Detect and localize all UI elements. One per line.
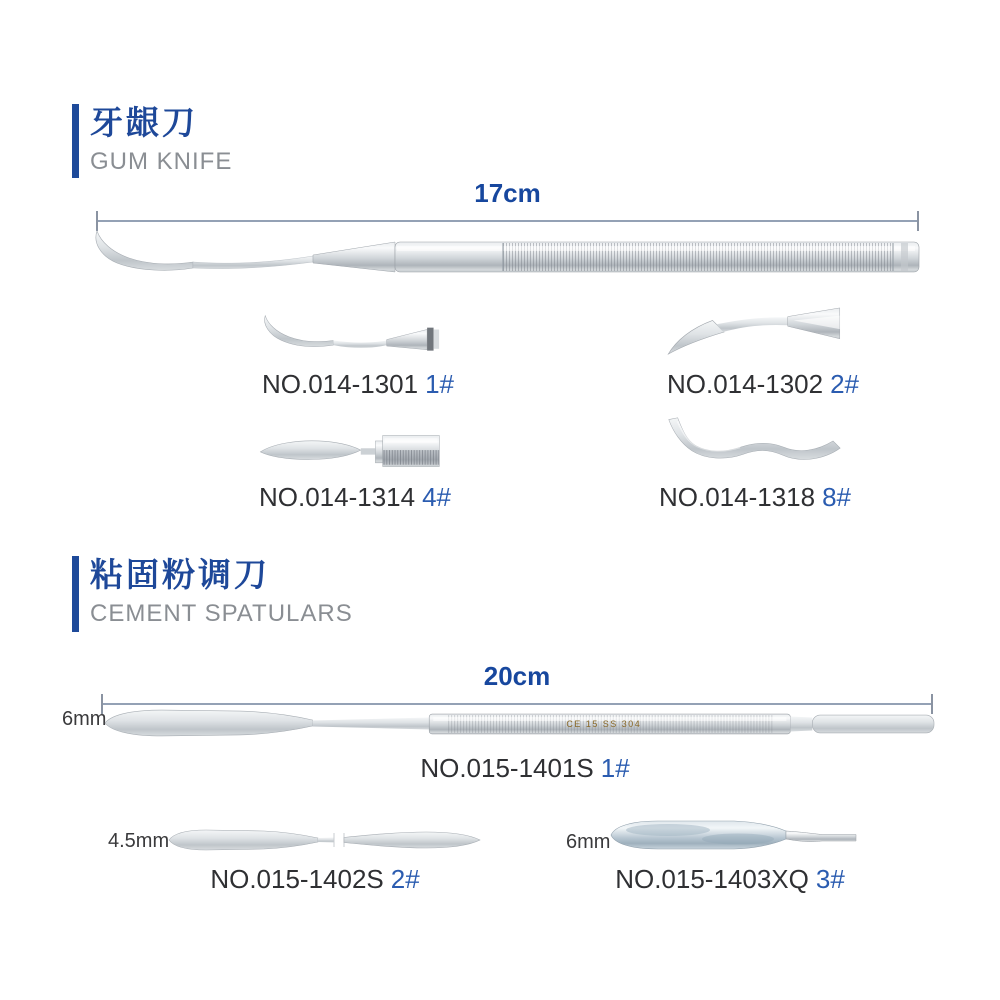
variant-image-1403xq xyxy=(606,817,858,853)
main-spatula-label xyxy=(325,755,725,781)
variant-code: NO.015-1402S xyxy=(210,864,384,894)
section-header-cement-spatulas xyxy=(72,556,353,632)
variant-size: 1# xyxy=(600,753,630,783)
gum-knife-main-image xyxy=(85,229,930,285)
accent-bar xyxy=(72,104,79,178)
section-title-cn: 粘固粉调刀 xyxy=(90,556,270,593)
dimension-label: 20cm xyxy=(483,661,551,691)
tip-width-label: 6mm xyxy=(62,708,107,730)
tip-width-label: 4.5mm xyxy=(108,830,170,852)
section-title-cn: 牙龈刀 xyxy=(90,104,198,141)
variant-size: 4# xyxy=(422,482,452,512)
dimension-rule xyxy=(96,211,919,231)
accent-bar xyxy=(72,556,79,632)
variant-image-1302 xyxy=(662,306,846,359)
variant-size: 1# xyxy=(425,369,455,399)
variant-label xyxy=(643,371,883,397)
variant-code: NO.015-1401S xyxy=(420,753,594,783)
section-header-gum-knife xyxy=(72,104,232,178)
variant-code: NO.015-1403XQ xyxy=(615,864,809,894)
variant-size: 2# xyxy=(390,864,420,894)
section-title-en: GUM KNIFE xyxy=(90,147,233,175)
variant-code: NO.014-1301 xyxy=(261,369,419,399)
variant-image-1301 xyxy=(256,312,440,358)
dimension-label: 17cm xyxy=(474,178,541,208)
variant-label xyxy=(238,371,478,397)
variant-image-1402s xyxy=(164,824,486,856)
variant-image-1318 xyxy=(656,416,844,466)
tip-width-label: 6mm xyxy=(566,831,611,853)
variant-label xyxy=(635,484,875,510)
variant-size: 8# xyxy=(822,482,852,512)
engraving-text: CE 15 SS 304 xyxy=(566,718,642,729)
variant-size: 3# xyxy=(815,864,845,894)
variant-image-1314 xyxy=(256,430,440,472)
variant-label xyxy=(235,484,475,510)
section-title-en: CEMENT SPATULARS xyxy=(90,599,353,627)
variant-code: NO.014-1314 xyxy=(258,482,416,512)
variant-label xyxy=(165,866,465,892)
variant-code: NO.014-1318 xyxy=(658,482,816,512)
dimension-17cm xyxy=(96,180,919,231)
variant-size: 2# xyxy=(830,369,860,399)
variant-code: NO.014-1302 xyxy=(666,369,824,399)
variant-label xyxy=(580,866,880,892)
spatula-main-image xyxy=(100,704,938,744)
